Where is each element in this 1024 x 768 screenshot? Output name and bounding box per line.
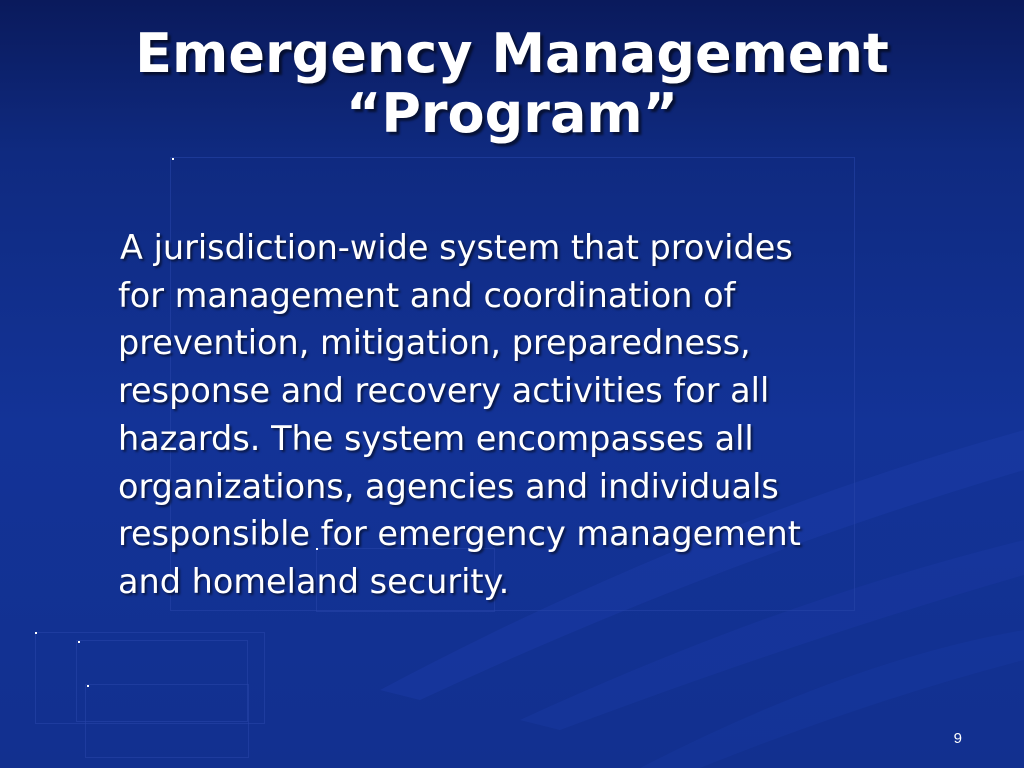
placeholder-frame <box>85 684 249 758</box>
definition-paragraph <box>118 224 948 606</box>
slide-title-line-2: “Program” <box>345 82 679 145</box>
paragraph-line: hazards. The system encompasses all <box>118 418 754 458</box>
marker-dot <box>78 641 80 643</box>
paragraph-line: and homeland security. <box>118 561 510 601</box>
paragraph-line: for management and coordination of <box>118 275 736 315</box>
paragraph-line: prevention, mitigation, preparedness, <box>118 323 751 363</box>
paragraph-line: organizations, agencies and individuals <box>118 466 779 506</box>
marker-dot <box>35 632 37 634</box>
paragraph-line: response and recovery activities for all <box>118 371 770 411</box>
paragraph-line: A jurisdiction-wide system that provides <box>120 228 793 267</box>
marker-dot <box>87 685 89 687</box>
slide-title-line-1: Emergency Management <box>135 22 889 85</box>
page-number: 9 <box>953 730 962 747</box>
slide-title <box>0 24 1024 144</box>
marker-dot <box>172 158 174 160</box>
paragraph-line: responsible for emergency management <box>118 514 801 554</box>
